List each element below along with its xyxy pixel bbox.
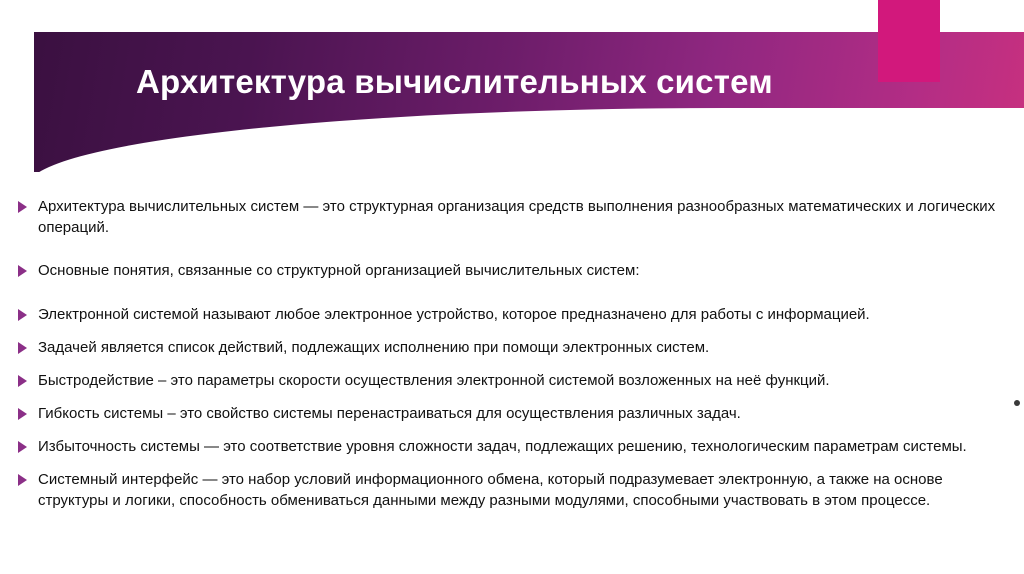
slide-header-banner	[0, 0, 1024, 185]
slide-body	[16, 196, 1012, 522]
triangle-bullet-icon	[16, 469, 38, 491]
triangle-bullet-icon	[16, 370, 38, 392]
triangle-bullet-icon	[16, 196, 38, 218]
list-item	[16, 196, 1012, 238]
triangle-bullet-icon	[16, 436, 38, 458]
list-item	[16, 403, 1012, 425]
header-left-margin	[0, 32, 34, 172]
list-item	[16, 304, 1012, 326]
triangle-bullet-icon	[16, 337, 38, 359]
list-item-text: Системный интерфейс — это набор условий информационного обмена, который подразумевает электронную, а также на основе структуры и логики, способность обмениваться данными между разными модулями, способными участвовать в этом процессе.	[38, 471, 943, 509]
list-item-text: Электронной системой называют любое электронное устройство, которое предназначено для работы с информацией.	[38, 306, 870, 323]
list-item-text: Основные понятия, связанные со структурной организацией вычислительных систем:	[38, 262, 640, 279]
triangle-bullet-icon	[16, 260, 38, 282]
pink-tab-decoration	[878, 0, 940, 82]
list-item-text: Гибкость системы – это свойство системы перенастраиваться для осуществления различных задач.	[38, 405, 741, 422]
edge-dot-decoration	[1014, 400, 1020, 406]
list-item	[16, 436, 1012, 458]
list-item-text: Избыточность системы — это соответствие уровня сложности задач, подлежащих решению, технологическим параметрам системы.	[38, 438, 967, 455]
list-item-text: Архитектура вычислительных систем — это структурная организация средств выполнения разнообразных математических и логических операций.	[38, 198, 996, 236]
list-item-text: Задачей является список действий, подлежащих исполнению при помощи электронных систем.	[38, 339, 710, 356]
list-item	[16, 260, 1012, 282]
list-item	[16, 337, 1012, 359]
triangle-bullet-icon	[16, 304, 38, 326]
page-title: Архитектура вычислительных систем	[136, 63, 773, 100]
list-item	[16, 370, 1012, 392]
triangle-bullet-icon	[16, 403, 38, 425]
list-item-text: Быстродействие – это параметры скорости осуществления электронной системой возложенных на неё функций.	[38, 372, 830, 389]
list-item	[16, 469, 1012, 511]
